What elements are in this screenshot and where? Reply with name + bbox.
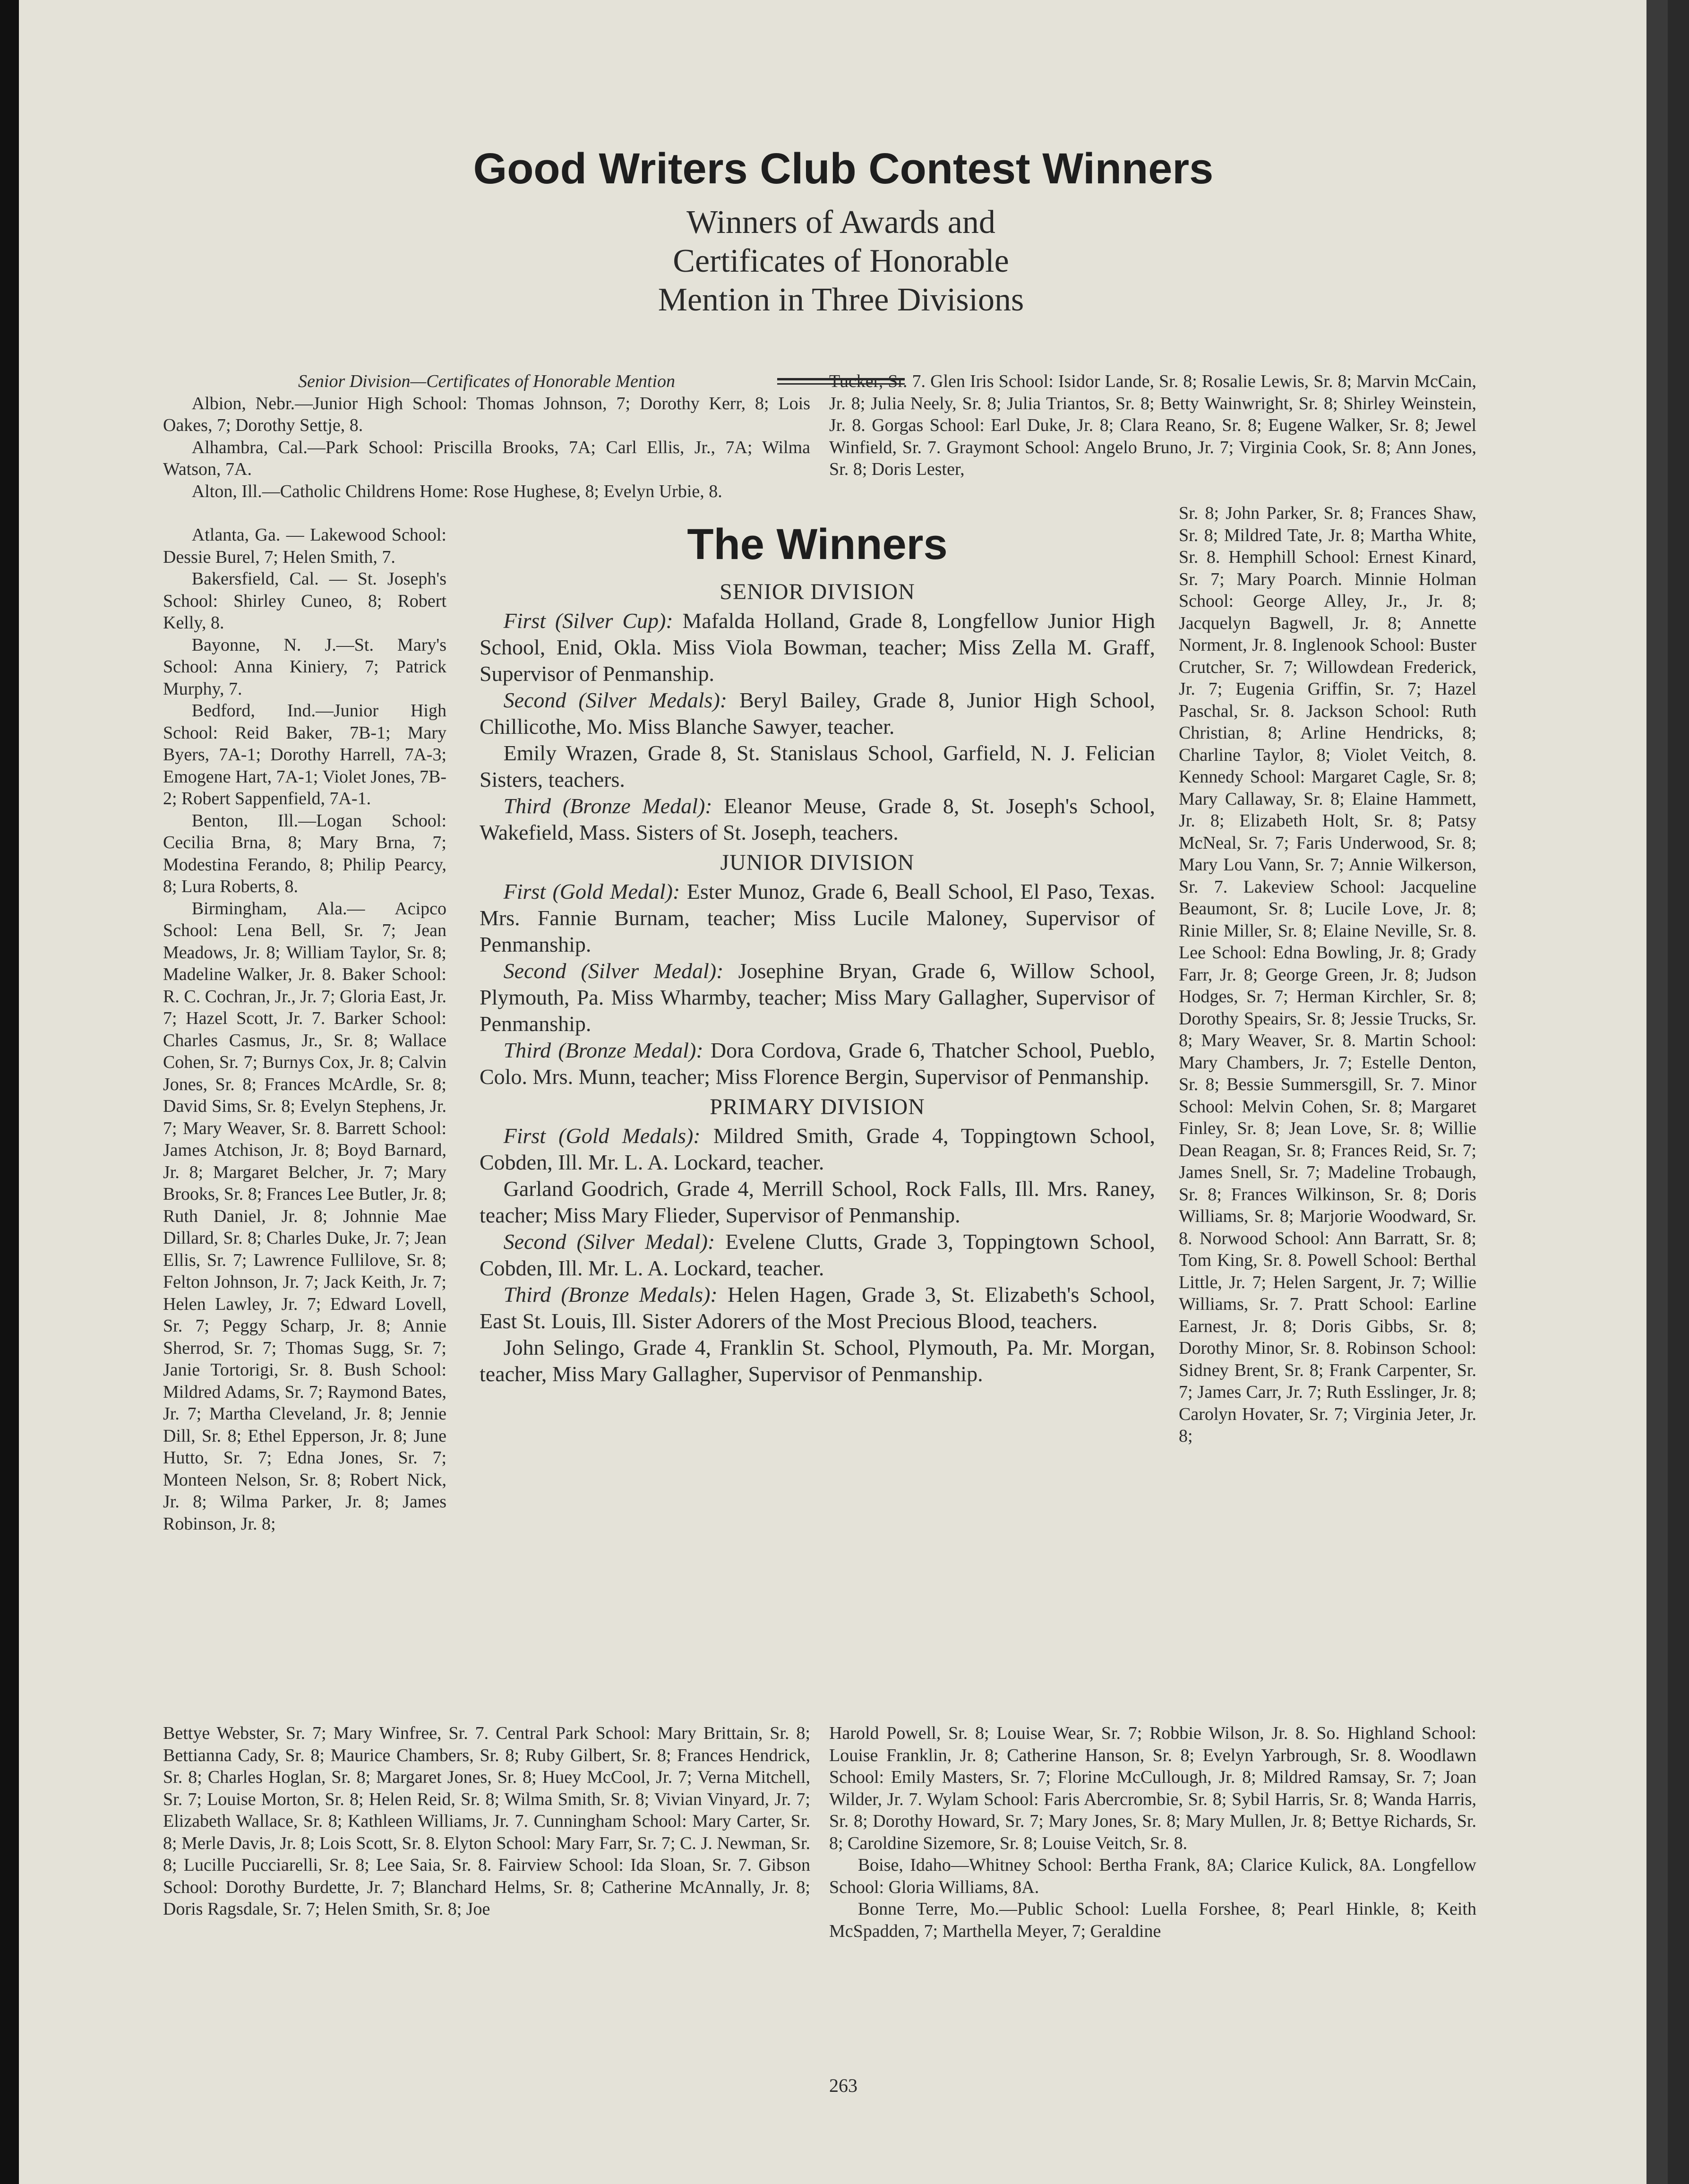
award-label: First (Gold Medals): (503, 1124, 701, 1148)
winner-entry (480, 1123, 1155, 1176)
award-label: Second (Silver Medal): (503, 959, 724, 983)
bottom-left-column (163, 1722, 810, 1920)
division-heading: JUNIOR DIVISION (720, 850, 915, 875)
award-label: First (Silver Cup): (503, 609, 673, 633)
winner-text: Garland Goodrich, Grade 4, Merrill School, Rock Falls, Ill. Mrs. Raney, teacher; Miss Mary Flieder, Supervisor of Penmanship. (480, 1177, 1155, 1227)
book-binding (0, 0, 19, 2184)
winner-text: Ester Munoz, Grade 6, Beall School, El Paso, Texas. Mrs. Fannie Burnam, teacher; Miss Lucile Maloney, Supervisor of Penmanship. (480, 879, 1156, 956)
award-label: Second (Silver Medal): (503, 1230, 715, 1254)
winner-entry (480, 793, 1155, 846)
paragraph: Bayonne, N. J.—St. Mary's School: Anna Kiniery, 7; Patrick Murphy, 7. (163, 635, 446, 699)
winner-text: Emily Wrazen, Grade 8, St. Stanislaus School, Garfield, N. J. Felician Sisters, teachers. (480, 741, 1155, 791)
paragraph: Benton, Ill.—Logan School: Cecilia Brna, 8; Mary Brna, 7; Modestina Ferando, 8; Philip Pearcy, 8; Lura Roberts, 8. (163, 810, 446, 896)
winner-entry (480, 608, 1155, 687)
subtitle-line: Winners of Awards and (686, 204, 995, 241)
winners-body (480, 579, 1155, 1387)
winner-text: Eleanor Meuse, Grade 8, St. Joseph's School, Wakefield, Mass. Sisters of St. Joseph, teachers. (480, 794, 1156, 844)
winner-entry (480, 878, 1155, 958)
winner-text: Dora Cordova, Grade 6, Thatcher School, Pueblo, Colo. Mrs. Munn, teacher; Miss Florence Bergin, Supervisor of Penmanship. (480, 1038, 1156, 1089)
winner-entry (480, 958, 1155, 1037)
award-label: Third (Bronze Medals): (503, 1282, 718, 1307)
winners-box (480, 520, 1155, 1387)
bottom-right-column (829, 1722, 1476, 1942)
winner-entry (480, 687, 1155, 740)
paragraph: Bedford, Ind.—Junior High School: Reid Baker, 7B-1; Mary Byers, 7A-1; Dorothy Harrell, 7A-3; Emogene Hart, 7A-1; Violet Jones, 7B-2; Robert Sappenfield, 7A-1. (163, 701, 446, 808)
paragraph: Bakersfield, Cal. — St. Joseph's School: Shirley Cuneo, 8; Robert Kelly, 8. (163, 569, 446, 633)
left-column-narrow (163, 524, 446, 1535)
right-column-top (829, 370, 1476, 481)
page-subtitle (605, 203, 1077, 319)
award-label: Third (Bronze Medal): (503, 794, 712, 818)
winner-text: Beryl Bailey, Grade 8, Junior High School, Chillicothe, Mo. Miss Blanche Sawyer, teacher. (480, 688, 1155, 739)
paragraph: Senior Division—Certificates of Honorable Mention (298, 371, 675, 391)
paragraph: Bettye Webster, Sr. 7; Mary Winfree, Sr. 7. Central Park School: Mary Brittain, Sr. 8; Bettianna Cady, Sr. 8; Maurice Chambers, Sr. 8; Ruby Gilbert, Sr. 8; Frances Hendrick, Sr. 8; Charles Hoglan, Sr. 8; Margaret Jones, Sr. 8; Huey McCool, Jr. 7; Verna Mitchell, Sr. 7; Louise Morton, Sr. 8; Helen Reid, Sr. 8; Wilma Smith, Sr. 8; Vivian Vinyard, Jr. 7; Elizabeth Wallace, Sr. 8; Kathleen Williams, Jr. 7. Cunningham School: Mary Carter, Sr. 8; Merle Davis, Jr. 8; Lois Scott, Sr. 8. Elyton School: Mary Farr, Sr. 7; C. J. Newman, Sr. 8; Lucille Pucciarelli, Sr. 8; Lee Saia, Sr. 8. Fairview School: Ida Sloan, Sr. 7. Gibson School: Dorothy Burdette, Jr. 7; Blanchard Helms, Sr. 8; Catherine McAnnally, Jr. 8; Doris Ragsdale, Sr. 7; Helen Smith, Sr. 8; Joe (163, 1723, 810, 1919)
winner-text: Helen Hagen, Grade 3, St. Elizabeth's School, East St. Louis, Ill. Sister Adorers of the Most Precious Blood, teachers. (480, 1282, 1155, 1333)
paragraph: Tucker, Sr. 7. Glen Iris School: Isidor Lande, Sr. 8; Rosalie Lewis, Sr. 8; Marvin McCain, Jr. 8; Julia Neely, Sr. 8; Julia Triantos, Sr. 8; Betty Wainwright, Sr. 8; Shirley Weinstein, Jr. 8. Gorgas School: Earl Duke, Jr. 8; Clara Reano, Sr. 8; Eugene Walker, Sr. 8; Jewel Winfield, Sr. 7. Graymont School: Angelo Bruno, Jr. 7; Virginia Cook, Sr. 8; Ann Jones, Sr. 8; Doris Lester, (829, 371, 1476, 479)
winner-entry (480, 740, 1155, 793)
page-number: 263 (829, 2075, 857, 2096)
winner-text: John Selingo, Grade 4, Franklin St. School, Plymouth, Pa. Mr. Morgan, teacher, Miss Mary Gallagher, Supervisor of Penmanship. (480, 1335, 1155, 1386)
winner-text: Josephine Bryan, Grade 6, Willow School, Plymouth, Pa. Miss Wharmby, teacher; Miss Mary Gallagher, Supervisor of Penmanship. (480, 959, 1155, 1036)
document-page (19, 0, 1668, 2184)
award-label: Third (Bronze Medal): (503, 1038, 703, 1062)
page-edge (1646, 0, 1668, 2184)
paragraph: Atlanta, Ga. — Lakewood School: Dessie Burel, 7; Helen Smith, 7. (163, 525, 446, 567)
subtitle-line: Mention in Three Divisions (658, 282, 1024, 318)
paragraph: Harold Powell, Sr. 8; Louise Wear, Sr. 7; Robbie Wilson, Jr. 8. So. Highland School: Louise Franklin, Jr. 8; Catherine Hanson, Sr. 8; Evelyn Yarbrough, Sr. 8. Woodlawn School: Emily Masters, Sr. 7; Florine McCullough, Jr. 8; Mildred Ramsay, Sr. 7; Joan Wilder, Jr. 7. Wylam School: Faris Abercrombie, Sr. 8; Sybil Harris, Sr. 8; Wanda Harris, Sr. 8; Dorothy Howard, Sr. 7; Mary Jones, Sr. 8; Mary Mullen, Jr. 8; Bettye Richards, Sr. 8; Caroldine Sizemore, Sr. 8; Louise Veitch, Sr. 8. (829, 1723, 1476, 1853)
paragraph: Alhambra, Cal.—Park School: Priscilla Brooks, 7A; Carl Ellis, Jr., 7A; Wilma Watson, 7A. (163, 437, 810, 479)
paragraph: Sr. 8; John Parker, Sr. 8; Frances Shaw, Sr. 8; Mildred Tate, Jr. 8; Martha White, Sr. 8. Hemphill School: Ernest Kinard, Sr. 7; Mary Poarch. Minnie Holman School: George Alley, Jr., Jr. 8; Jacquelyn Bagwell, Jr. 8; Annette Norment, Jr. 8. Inglenook School: Buster Crutcher, Sr. 7; Willowdean Frederick, Jr. 7; Eugenia Griffin, Sr. 7; Hazel Paschal, Sr. 8. Jackson School: Ruth Christian, 8; Arline Hendricks, 8; Charline Taylor, 8; Violet Veitch, 8. Kennedy School: Margaret Cagle, Sr. 8; Mary Callaway, Sr. 8; Elaine Hammett, Jr. 8; Elizabeth Holt, Sr. 8; Patsy McNeal, Sr. 7; Faris Underwood, Sr. 8; Mary Lou Vann, Sr. 7; Annie Wilkerson, Sr. 7. Lakeview School: Jacqueline Beaumont, Sr. 8; Lucile Love, Jr. 8; Rinie Miller, Sr. 8; Elaine Neville, Sr. 8. Lee School: Edna Bowling, Jr. 8; Grady Farr, Jr. 8; George Green, Jr. 8; Judson Hodges, Sr. 7; Herman Kirchler, Sr. 8; Dorothy Speairs, Sr. 8; Jessie Trucks, Sr. 8; Mary Weaver, Sr. 8. Martin School: Mary Chambers, Jr. 7; Estelle Denton, Sr. 8; Bessie Summersgill, Sr. 7. Minor School: Melvin Cohen, Sr. 8; Margaret Finley, Sr. 8; Jean Love, Sr. 8; Willie Dean Reagan, Sr. 8; Frances Reid, Sr. 7; James Snell, Sr. 7; Madeline Trobaugh, Sr. 8; Frances Wilkinson, Sr. 8; Doris Williams, Sr. 8; Marjorie Woodward, Sr. 8. Norwood School: Ann Barratt, Sr. 8; Tom King, Sr. 8. Powell School: Berthal Little, Jr. 7; Helen Sargent, Jr. 7; Willie Williams, Sr. 7. Pratt School: Earline Earnest, Jr. 8; Doris Gibbs, Sr. 8; Dorothy Minor, Sr. 8. Robinson School: Sidney Brent, Sr. 8; Frank Carpenter, Sr. 7; James Carr, Jr. 7; Ruth Esslinger, Jr. 8; Carolyn Hovater, Sr. 7; Virginia Jeter, Jr. 8; (1179, 503, 1476, 1446)
winner-entry (480, 1176, 1155, 1229)
paragraph: Birmingham, Ala.— Acipco School: Lena Bell, Sr. 7; Jean Meadows, Jr. 8; William Taylor, Sr. 8; Madeline Walker, Jr. 8. Baker School: R. C. Cochran, Jr., Jr. 7; Gloria East, Jr. 7; Hazel Scott, Jr. 7. Barker School: Charles Casmus, Jr., Sr. 8; Wallace Cohen, Sr. 7; Burnys Cox, Jr. 8; Calvin Jones, Sr. 8; Frances McArdle, Sr. 8; David Sims, Sr. 8; Evelyn Stephens, Jr. 7; Mary Weaver, Sr. 8. Barrett School: James Atchison, Jr. 8; Boyd Barnard, Jr. 8; Margaret Belcher, Jr. 7; Mary Brooks, Sr. 8; Frances Lee Butler, Jr. 8; Ruth Daniel, Jr. 8; Johnnie Mae Dillard, Sr. 8; Charles Duke, Jr. 7; Jean Ellis, Sr. 7; Lawrence Fullilove, Sr. 8; Felton Johnson, Jr. 7; Jack Keith, Jr. 7; Helen Lawley, Jr. 7; Edward Lovell, Sr. 7; Peggy Scharp, Jr. 8; Annie Sherrod, Sr. 7; Thomas Sugg, Sr. 7; Janie Tortorigi, Sr. 8. Bush School: Mildred Adams, Sr. 7; Raymond Bates, Jr. 7; Martha Cleveland, Jr. 8; Jennie Dill, Sr. 8; Ethel Epperson, Jr. 8; June Hutto, Sr. 7; Edna Jones, Sr. 7; Monteen Nelson, Sr. 8; Robert Nick, Jr. 8; Wilma Parker, Jr. 8; James Robinson, Jr. 8; (163, 898, 446, 1534)
paragraph: Bonne Terre, Mo.—Public School: Luella Forshee, 8; Pearl Hinkle, 8; Keith McSpadden, 7; Marthella Meyer, 7; Geraldine (829, 1899, 1476, 1941)
award-label: First (Gold Medal): (503, 879, 680, 903)
paragraph: Albion, Nebr.—Junior High School: Thomas Johnson, 7; Dorothy Kerr, 8; Lois Oakes, 7; Dorothy Settje, 8. (163, 393, 810, 435)
winner-entry (480, 1281, 1155, 1334)
winner-entry (480, 1229, 1155, 1281)
award-label: Second (Silver Medals): (503, 688, 728, 712)
winner-text: Evelene Clutts, Grade 3, Toppingtown School, Cobden, Ill. Mr. L. A. Lockard, teacher. (480, 1230, 1155, 1280)
page-title: Good Writers Club Contest Winners (473, 145, 1214, 193)
division-heading: PRIMARY DIVISION (710, 1094, 925, 1119)
division-heading: SENIOR DIVISION (720, 579, 915, 604)
winner-text: Mildred Smith, Grade 4, Toppingtown School, Cobden, Ill. Mr. L. A. Lockard, teacher. (480, 1124, 1155, 1174)
winner-entry (480, 1037, 1155, 1090)
paragraph: Alton, Ill.—Catholic Childrens Home: Rose Hughese, 8; Evelyn Urbie, 8. (191, 481, 722, 501)
paragraph: Boise, Idaho—Whitney School: Bertha Frank, 8A; Clarice Kulick, 8A. Longfellow School: Gloria Williams, 8A. (829, 1855, 1476, 1897)
winners-heading: The Winners (687, 520, 948, 568)
right-column-narrow (1179, 502, 1476, 1447)
winner-entry (480, 1334, 1155, 1387)
winner-text: Mafalda Holland, Grade 8, Longfellow Junior High School, Enid, Okla. Miss Viola Bowman, teacher; Miss Zella M. Graff, Supervisor of Penmanship. (480, 609, 1155, 686)
left-column-top (163, 370, 810, 502)
subtitle-line: Certificates of Honorable (673, 243, 1009, 279)
